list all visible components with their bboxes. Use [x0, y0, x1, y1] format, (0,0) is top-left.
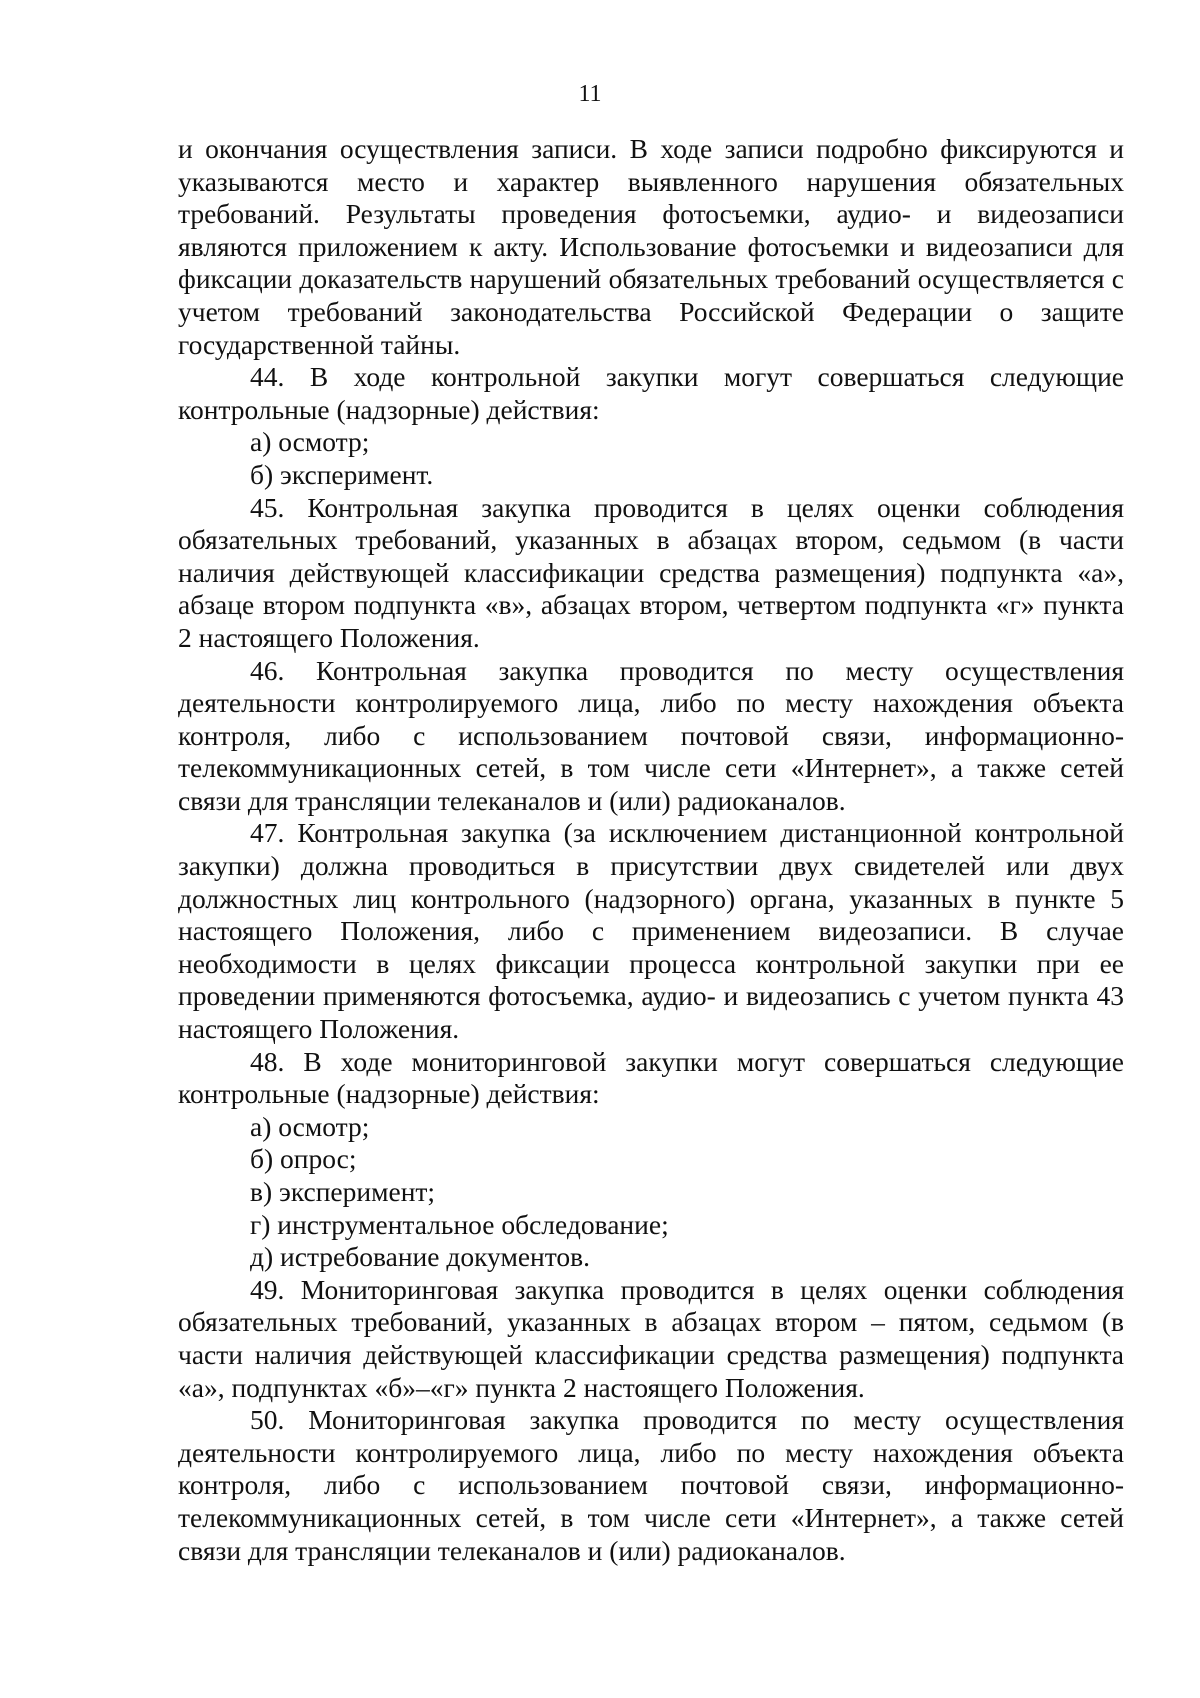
- paragraph-continuation: и окончания осуществления записи. В ходе записи подробно фиксируются и указываются место и характер выявленного нарушения обязательных требований. Результаты проведения фотосъемки, аудио- и видеозаписи являются приложением к акту. Использование фотосъемки и видеозаписи для фиксации доказательств нарушений обязательных требований осуществляется с учетом требований законодательства Российской Федерации о защите государственной тайны.: [178, 133, 1124, 360]
- paragraph-50: 50. Мониторинговая закупка проводится по месту осуществления деятельности контролируемого лица, либо по месту нахождения объекта контроля, либо с использованием почтовой связи, информационно-телекоммуникационных сетей, в том числе сети «Интернет», а также сетей связи для трансляции телеканалов и (или) радиоканалов.: [178, 1404, 1124, 1566]
- paragraph-48: 48. В ходе мониторинговой закупки могут совершаться следующие контрольные (надзорные) действия:: [178, 1045, 1124, 1110]
- paragraph-45: 45. Контрольная закупка проводится в целях оценки соблюдения обязательных требований, указанных в абзацах втором, седьмом (в части наличия действующей классификации средства размещения) подпункта «а», абзаце втором подпункта «в», абзацах втором, четвертом подпункта «г» пункта 2 настоящего Положения.: [178, 491, 1124, 653]
- list-item-44-b: б) эксперимент.: [250, 458, 434, 490]
- list-item-48-d: д) истребование документов.: [250, 1241, 591, 1273]
- paragraph-46: 46. Контрольная закупка проводится по месту осуществления деятельности контролируемого лица, либо по месту нахождения объекта контроля, либо с использованием почтовой связи, информационно-телекоммуникационных сетей, в том числе сети «Интернет», а также сетей связи для трансляции телеканалов и (или) радиоканалов.: [178, 654, 1124, 816]
- paragraph-44: 44. В ходе контрольной закупки могут совершаться следующие контрольные (надзорные) действия:: [178, 361, 1124, 425]
- paragraph-47: 47. Контрольная закупка (за исключением дистанционной контрольной закупки) должна проводиться в присутствии двух свидетелей или двух должностных лиц контрольного (надзорного) органа, указанных в пункте 5 настоящего Положения, либо с применением видеозаписи. В случае необходимости в целях фиксации процесса контрольной закупки при ее проведении применяются фотосъемка, аудио- и видеозапись с учетом пункта 43 настоящего Положения.: [178, 817, 1124, 1045]
- list-item-48-g: г) инструментальное обследование;: [250, 1208, 669, 1240]
- page-number: 11: [578, 81, 602, 107]
- list-item-44-a: а) осмотр;: [250, 426, 370, 458]
- list-item-48-b: б) опрос;: [250, 1143, 357, 1175]
- list-item-48-v: в) эксперимент;: [250, 1176, 436, 1207]
- list-item-48-a: а) осмотр;: [250, 1110, 370, 1142]
- paragraph-49: 49. Мониторинговая закупка проводится в целях оценки соблюдения обязательных требований, указанных в абзацах втором – пятом, седьмом (в части наличия действующей классификации средства размещения) подпункта «а», подпунктах «б»–«г» пункта 2 настоящего Положения.: [178, 1273, 1124, 1403]
- document-body: [178, 133, 1124, 1567]
